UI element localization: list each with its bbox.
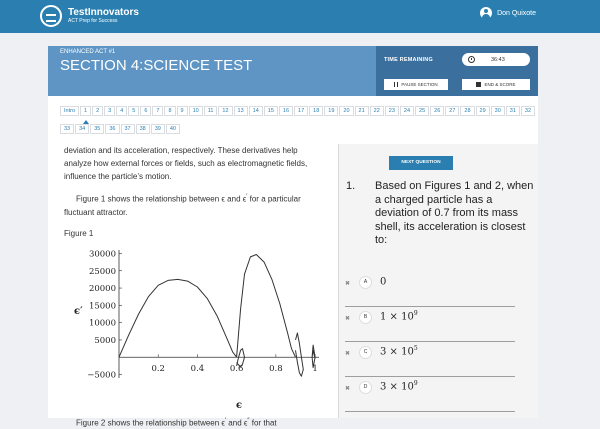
- question-nav: [48, 96, 538, 144]
- figure1-label: Figure 1: [64, 228, 94, 238]
- pause-icon: [394, 82, 398, 87]
- nav-question-1[interactable]: 1: [80, 106, 91, 116]
- nav-question-40[interactable]: 40: [166, 124, 180, 134]
- option-letter[interactable]: C: [359, 346, 372, 359]
- section-subtitle: ENHANCED ACT #1: [60, 49, 116, 55]
- nav-question-6[interactable]: 6: [140, 106, 151, 116]
- y-tick-label: −5000: [87, 370, 116, 381]
- time-remaining-label: TIME REMAINING: [384, 57, 433, 63]
- nav-question-9[interactable]: 9: [177, 106, 188, 116]
- series-line-2: [237, 254, 296, 357]
- pause-section-button[interactable]: [384, 79, 448, 90]
- section-header: [48, 46, 538, 96]
- nav-intro[interactable]: Intro: [60, 106, 79, 116]
- y-tick-label: 30000: [88, 249, 116, 260]
- y-tick-label: 25000: [88, 266, 116, 277]
- brand-name: TestInnovators: [68, 7, 139, 18]
- nav-question-21[interactable]: 21: [355, 106, 369, 116]
- nav-question-17[interactable]: 17: [294, 106, 308, 116]
- nav-question-24[interactable]: 24: [400, 106, 414, 116]
- series-line-4: [296, 333, 304, 376]
- nav-question-10[interactable]: 10: [189, 106, 203, 116]
- eliminate-icon[interactable]: ✖: [345, 316, 351, 322]
- option-letter[interactable]: D: [359, 381, 372, 394]
- x-tick-label: 0.6: [229, 363, 244, 374]
- brand-logo[interactable]: [40, 5, 139, 27]
- end-score-button[interactable]: [462, 79, 530, 90]
- top-bar: [0, 0, 600, 33]
- nav-question-26[interactable]: 26: [430, 106, 444, 116]
- clock-icon: [468, 56, 475, 63]
- nav-question-20[interactable]: 20: [339, 106, 353, 116]
- pause-section-label: PAUSE SECTION: [401, 82, 438, 87]
- nav-question-34[interactable]: 34: [75, 124, 89, 134]
- nav-question-36[interactable]: 36: [105, 124, 119, 134]
- nav-question-30[interactable]: 30: [491, 106, 505, 116]
- nav-question-2[interactable]: 2: [92, 106, 103, 116]
- section-title: SECTION 4:SCIENCE TEST: [60, 57, 253, 74]
- y-tick-label: 5000: [94, 335, 116, 346]
- nav-question-22[interactable]: 22: [370, 106, 384, 116]
- question-pane: [338, 144, 538, 418]
- nav-question-14[interactable]: 14: [249, 106, 263, 116]
- nav-question-39[interactable]: 39: [151, 124, 165, 134]
- logo-icon: [40, 5, 62, 27]
- nav-question-27[interactable]: 27: [445, 106, 459, 116]
- answer-option-b[interactable]: [345, 307, 515, 342]
- answer-option-a[interactable]: [345, 272, 515, 307]
- nav-question-32[interactable]: 32: [521, 106, 535, 116]
- time-value: 36:43: [491, 56, 505, 63]
- question-nav-list: [60, 106, 540, 142]
- nav-question-38[interactable]: 38: [136, 124, 150, 134]
- answer-option-d[interactable]: [345, 377, 515, 412]
- nav-question-8[interactable]: 8: [164, 106, 175, 116]
- content-area: [48, 144, 538, 428]
- question-text: Based on Figures 1 and 2, when a charged particle has a deviation of 0.7 from its mass shell, its acceleration is closest to:: [375, 180, 534, 247]
- x-tick-label: 1: [312, 363, 318, 374]
- passage-pane[interactable]: [64, 144, 324, 428]
- nav-question-29[interactable]: 29: [476, 106, 490, 116]
- stop-icon: [476, 82, 481, 87]
- nav-question-7[interactable]: 7: [152, 106, 163, 116]
- nav-question-33[interactable]: 33: [60, 124, 74, 134]
- option-letter[interactable]: A: [359, 276, 372, 289]
- user-icon: [480, 7, 492, 19]
- x-tick-label: 0.4: [190, 363, 205, 374]
- nav-question-13[interactable]: 13: [234, 106, 248, 116]
- option-text: 0: [380, 276, 387, 288]
- next-question-button[interactable]: NEXT QUESTION: [389, 156, 453, 170]
- y-tick-label: 10000: [88, 318, 116, 329]
- x-axis-label: ϵ: [235, 399, 243, 411]
- nav-question-3[interactable]: 3: [104, 106, 115, 116]
- end-score-label: END & SCORE: [484, 82, 516, 87]
- nav-question-4[interactable]: 4: [116, 106, 127, 116]
- nav-question-11[interactable]: 11: [204, 106, 218, 116]
- question-number: 1.: [346, 180, 356, 192]
- y-tick-label: 15000: [88, 301, 116, 312]
- user-menu[interactable]: [480, 7, 536, 19]
- answer-option-c[interactable]: [345, 342, 515, 377]
- eliminate-icon[interactable]: ✖: [345, 386, 351, 392]
- brand-tagline: ACT Prep for Success: [68, 18, 118, 24]
- series-line-1: [119, 279, 237, 357]
- figure1-intro: Figure 1 shows the relationship between ϵ and ϵ′ for a particular fluctuant attractor.: [64, 194, 301, 217]
- nav-question-15[interactable]: 15: [264, 106, 278, 116]
- nav-question-18[interactable]: 18: [309, 106, 323, 116]
- nav-question-5[interactable]: 5: [128, 106, 139, 116]
- option-letter[interactable]: B: [359, 311, 372, 324]
- nav-question-12[interactable]: 12: [218, 106, 232, 116]
- nav-question-25[interactable]: 25: [415, 106, 429, 116]
- figure2-intro: Figure 2 shows the relationship between ϵ′ and ϵ″ for that: [76, 417, 277, 428]
- option-text: $3 \times 10^5$: [380, 345, 418, 358]
- nav-question-31[interactable]: 31: [506, 106, 520, 116]
- nav-question-19[interactable]: 19: [324, 106, 338, 116]
- nav-question-37[interactable]: 37: [121, 124, 135, 134]
- eliminate-icon[interactable]: ✖: [345, 351, 351, 357]
- user-name: Don Quixote: [497, 9, 536, 17]
- timer-display: [462, 53, 530, 66]
- x-tick-label: 0.2: [151, 363, 165, 374]
- nav-question-23[interactable]: 23: [385, 106, 399, 116]
- passage-paragraph: deviation and its acceleration, respectively. These derivatives help analyze how external forces or fields, such as electromagnetic fields, influence the particle’s motion.: [64, 146, 308, 181]
- option-text: $1 \times 10^9$: [380, 310, 418, 323]
- timer-panel: [376, 46, 538, 96]
- y-axis-label: ϵ′: [74, 305, 83, 317]
- y-tick-label: 20000: [88, 283, 116, 294]
- option-text: $3 \times 10^9$: [380, 380, 418, 393]
- nav-question-35[interactable]: 35: [90, 124, 104, 134]
- figure1-chart: [64, 240, 324, 415]
- nav-question-16[interactable]: 16: [279, 106, 293, 116]
- nav-question-28[interactable]: 28: [460, 106, 474, 116]
- eliminate-icon[interactable]: ✖: [345, 281, 351, 287]
- x-tick-label: 0.8: [269, 363, 283, 374]
